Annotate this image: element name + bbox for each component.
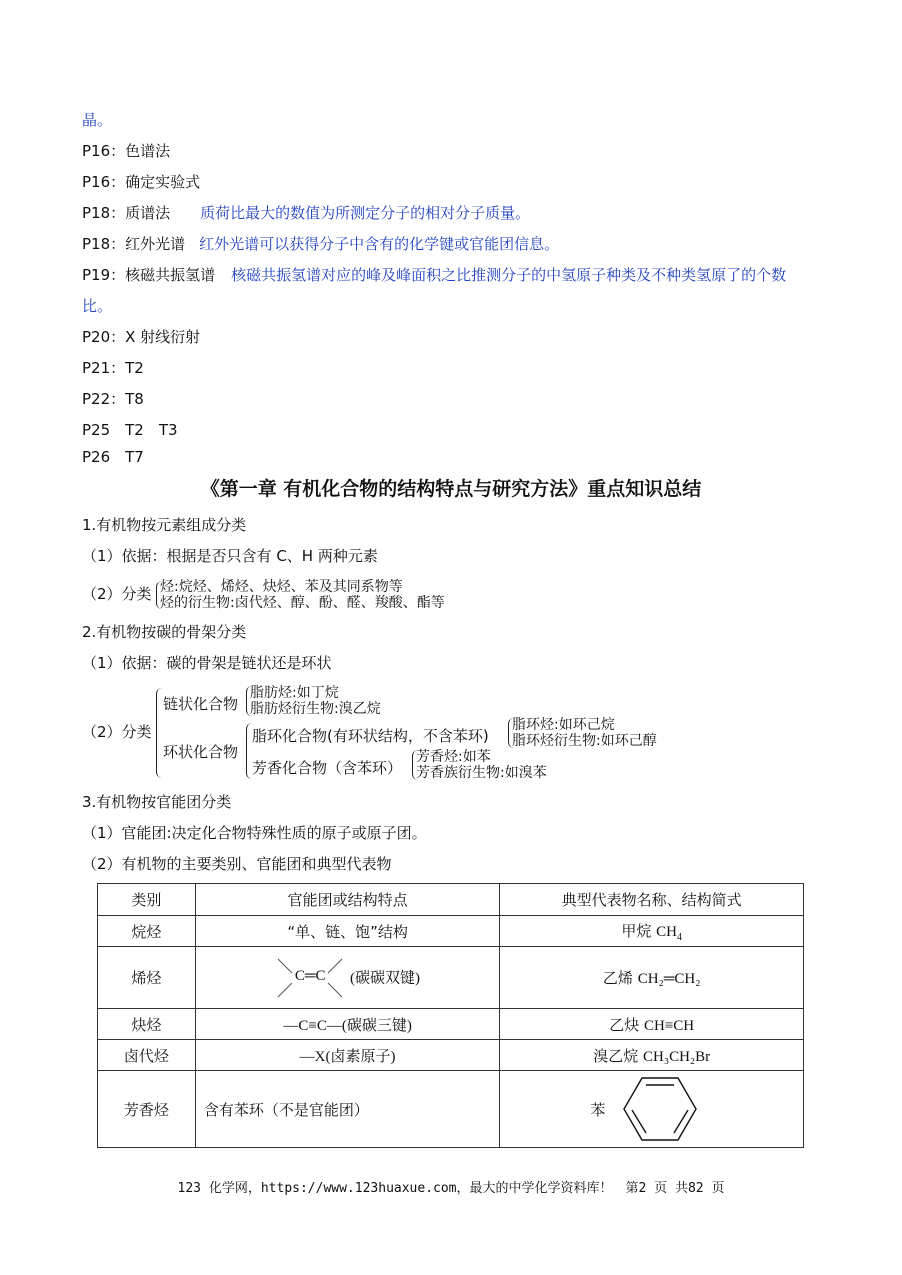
table-row: [98, 1040, 804, 1071]
section-heading: 1.有机物按元素组成分类: [82, 516, 247, 534]
label: P19：核磁共振氢谱: [82, 266, 216, 284]
text-line: 晶。: [82, 111, 113, 129]
section-heading: 3.有机物按官能团分类: [82, 793, 232, 811]
double-bond-structure: [275, 953, 345, 1003]
rep-name: 乙烯: [602, 969, 633, 987]
class-item: 烃的衍生物:卤代烃、醇、酚、醛、羧酸、酯等: [160, 595, 445, 611]
rep-formula: $CH_4$: [656, 923, 682, 943]
rep-name: 甲烷: [621, 921, 652, 940]
text-line: P21：T2: [82, 359, 144, 377]
functional-group-cell: —C≡C—(碳碳三键): [195, 1009, 500, 1040]
text-line: P22：T8: [82, 390, 144, 408]
class-item: 脂肪烃衍生物:溴乙烷: [250, 701, 381, 717]
class-item: 脂肪烃:如丁烷: [250, 685, 339, 701]
class-item: 脂环烃衍生物:如环己醇: [512, 733, 657, 749]
paragraph: （1）依据：根据是否只含有 C、H 两种元素: [82, 547, 378, 565]
class-item: 脂环烃:如环己烷: [512, 717, 615, 733]
functional-group-cell: —X(卤素原子): [195, 1040, 500, 1071]
table-row: [98, 1009, 804, 1040]
label: P18：红外光谱: [82, 235, 186, 253]
representative-cell: [500, 1009, 804, 1040]
text-line: P26 T7: [82, 448, 144, 466]
text-line: [82, 265, 786, 285]
rep-formula: CH₃CH₂Br: [643, 1048, 711, 1065]
category-cell: 炔烃: [98, 1009, 196, 1040]
text-line: P16：确定实验式: [82, 173, 201, 191]
column-header: 官能团或结构特点: [195, 884, 500, 916]
aromatic-label: 芳香化合物（含苯环）: [252, 759, 403, 777]
representative-cell: [500, 1040, 804, 1071]
table-row: [98, 1071, 804, 1148]
ring-compound-label: 环状化合物: [163, 743, 239, 761]
text-line: P16：色谱法: [82, 142, 171, 160]
text-line: 比。: [82, 297, 113, 315]
class-item: 烃:烷烃、烯烃、炔烃、苯及其同系物等: [160, 579, 403, 595]
rep-name: 溴乙烷: [593, 1046, 639, 1065]
chain-compound-label: 链状化合物: [163, 695, 239, 713]
benzene-ring-icon: [622, 1073, 702, 1145]
functional-group-table: [97, 883, 804, 1148]
table-row: [98, 947, 804, 1009]
representative-cell: [500, 947, 804, 1009]
structure-text: C═C: [294, 967, 326, 984]
rep-name: 苯: [590, 1100, 606, 1119]
text-line: P25 T2 T3: [82, 421, 178, 439]
page-title: 《第一章 有机化合物的结构特点与研究方法》重点知识总结: [200, 478, 702, 500]
text-line: [82, 203, 530, 223]
note: 核磁共振氢谱对应的峰及峰面积之比推测分子的中氢原子种类及不种类氢原了的个数: [231, 266, 787, 284]
rep-name: 乙炔: [609, 1015, 640, 1034]
column-header: 类别: [98, 884, 196, 916]
column-header: 典型代表物名称、结构简式: [500, 884, 804, 916]
label: P18：质谱法: [82, 204, 171, 222]
table-row: [98, 916, 804, 947]
paragraph: （1）官能团:决定化合物特殊性质的原子或原子团。: [82, 824, 427, 842]
category-cell: 烯烃: [98, 947, 196, 1009]
paragraph: （1）依据：碳的骨架是链状还是环状: [82, 654, 332, 672]
classification-label: （2）分类: [82, 585, 152, 603]
page-footer: 123 化学网，https://www.123huaxue.com，最大的中学化学资料库！ 第2 页 共82 页: [177, 1181, 725, 1196]
rep-formula: CH≡CH: [644, 1017, 695, 1034]
category-cell: 芳香烃: [98, 1071, 196, 1148]
functional-group-cell: “单、链、饱”结构: [195, 916, 500, 947]
table-header-row: [98, 884, 804, 916]
category-cell: 卤代烃: [98, 1040, 196, 1071]
text-line: [82, 234, 559, 254]
class-item: 芳香族衍生物:如溴苯: [416, 765, 547, 781]
representative-cell: [500, 916, 804, 947]
alicyclic-label: 脂环化合物(有环状结构，不含苯环): [252, 727, 489, 745]
functional-group-cell: 含有苯环（不是官能团）: [195, 1071, 500, 1148]
note: 红外光谱可以获得分子中含有的化学键或官能团信息。: [199, 235, 560, 253]
text-line: P20：X 射线衍射: [82, 328, 201, 346]
class-item: 芳香烃:如苯: [416, 749, 491, 765]
rep-formula: CH₂═CH₂: [637, 971, 701, 987]
paragraph: （2）有机物的主要类别、官能团和典型代表物: [82, 855, 392, 873]
fg-note: (碳碳双键): [349, 970, 420, 986]
representative-cell: [500, 1071, 804, 1148]
note: 质荷比最大的数值为所测定分子的相对分子质量。: [200, 204, 531, 222]
functional-group-cell: [195, 947, 500, 1009]
category-cell: 烷烃: [98, 916, 196, 947]
classification-label: （2）分类: [82, 723, 152, 741]
section-heading: 2.有机物按碳的骨架分类: [82, 623, 247, 641]
